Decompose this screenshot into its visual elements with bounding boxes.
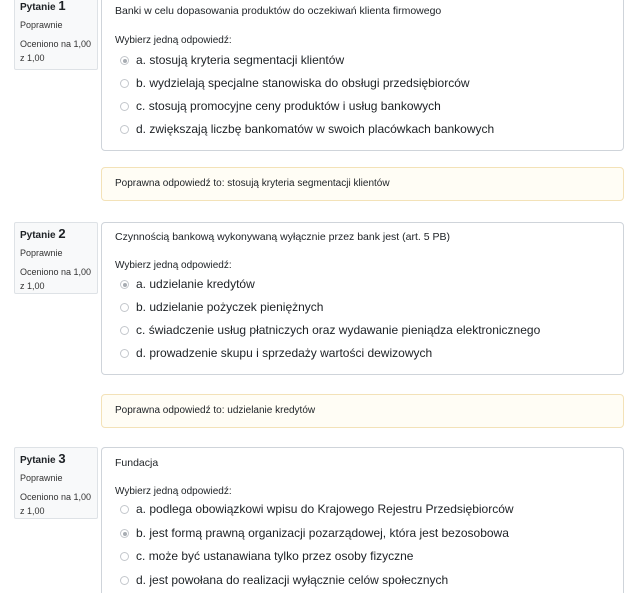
answer-option-a[interactable]: a. udzielanie kredytów [120,276,255,292]
radio-button[interactable] [120,576,129,585]
answer-prompt: Wybierz jedną odpowiedź: [115,35,232,46]
question-number: Pytanie 1 [20,0,66,13]
radio-button[interactable] [120,349,129,358]
answer-option-c[interactable]: c. może być ustanawiana tylko przez osoby fizyczne [120,548,413,564]
radio-button[interactable] [120,125,129,134]
radio-button[interactable] [120,505,129,514]
question-number-value: 3 [58,451,66,466]
answer-option-d[interactable]: d. jest powołana do realizacji wyłącznie celów społecznych [120,572,448,588]
radio-button-selected[interactable] [120,56,129,65]
answer-prompt: Wybierz jedną odpowiedź: [115,260,232,271]
correct-answer-feedback: Poprawna odpowiedź to: stosują kryteria segmentacji klientów [101,167,624,201]
answer-option-a[interactable]: a. podlega obowiązkowi wpisu do Krajowego Rejestru Przedsiębiorców [120,501,514,517]
answer-option-d[interactable]: d. prowadzenie skupu i sprzedaży wartości dewizowych [120,345,432,361]
answer-option-a[interactable]: a. stosują kryteria segmentacji klientów [120,52,344,68]
correct-answer-feedback: Poprawna odpowiedź to: udzielanie kredytów [101,394,624,428]
question-grade: Oceniono na 1,00 z 1,00 [20,39,92,63]
answer-option-b[interactable]: b. wydzielają specjalne stanowiska do obsługi przedsiębiorców [120,75,470,91]
radio-button-selected[interactable] [120,529,129,538]
question-content [101,0,624,151]
radio-button-selected[interactable] [120,280,129,289]
question-state: Poprawnie [20,20,63,30]
question-grade: Oceniono na 1,00 z 1,00 [20,267,92,291]
radio-button[interactable] [120,79,129,88]
question-number-value: 1 [58,0,66,13]
question-text: Czynnością bankową wykonywaną wyłącznie przez bank jest (art. 5 PB) [115,231,450,243]
question-text: Fundacja [115,457,159,469]
answer-option-b[interactable]: b. udzielanie pożyczek pieniężnych [120,299,323,315]
question-text: Banki w celu dopasowania produktów do oczekiwań klienta firmowego [115,5,442,17]
answer-option-d[interactable]: d. zwiększają liczbę bankomatów w swoich placówkach bankowych [120,121,494,137]
question-info [14,447,98,519]
question-info [14,222,98,294]
question-state: Poprawnie [20,473,63,483]
answer-option-b[interactable]: b. jest formą prawną organizacji pozarządowej, która jest bezosobowa [120,525,509,541]
radio-button[interactable] [120,552,129,561]
question-number-value: 2 [58,226,66,241]
question-content [101,222,624,375]
radio-button[interactable] [120,326,129,335]
question-number: Pytanie 3 [20,451,66,466]
question-info [14,0,98,70]
answer-option-c[interactable]: c. świadczenie usług płatniczych oraz wydawanie pieniądza elektronicznego [120,322,540,338]
answer-option-c[interactable]: c. stosują promocyjne ceny produktów i usług bankowych [120,98,441,114]
radio-button[interactable] [120,303,129,312]
question-grade: Oceniono na 1,00 z 1,00 [20,492,92,516]
question-content [101,447,624,593]
answer-prompt: Wybierz jedną odpowiedź: [115,486,232,497]
question-state: Poprawnie [20,248,63,258]
question-number: Pytanie 2 [20,226,66,241]
radio-button[interactable] [120,102,129,111]
